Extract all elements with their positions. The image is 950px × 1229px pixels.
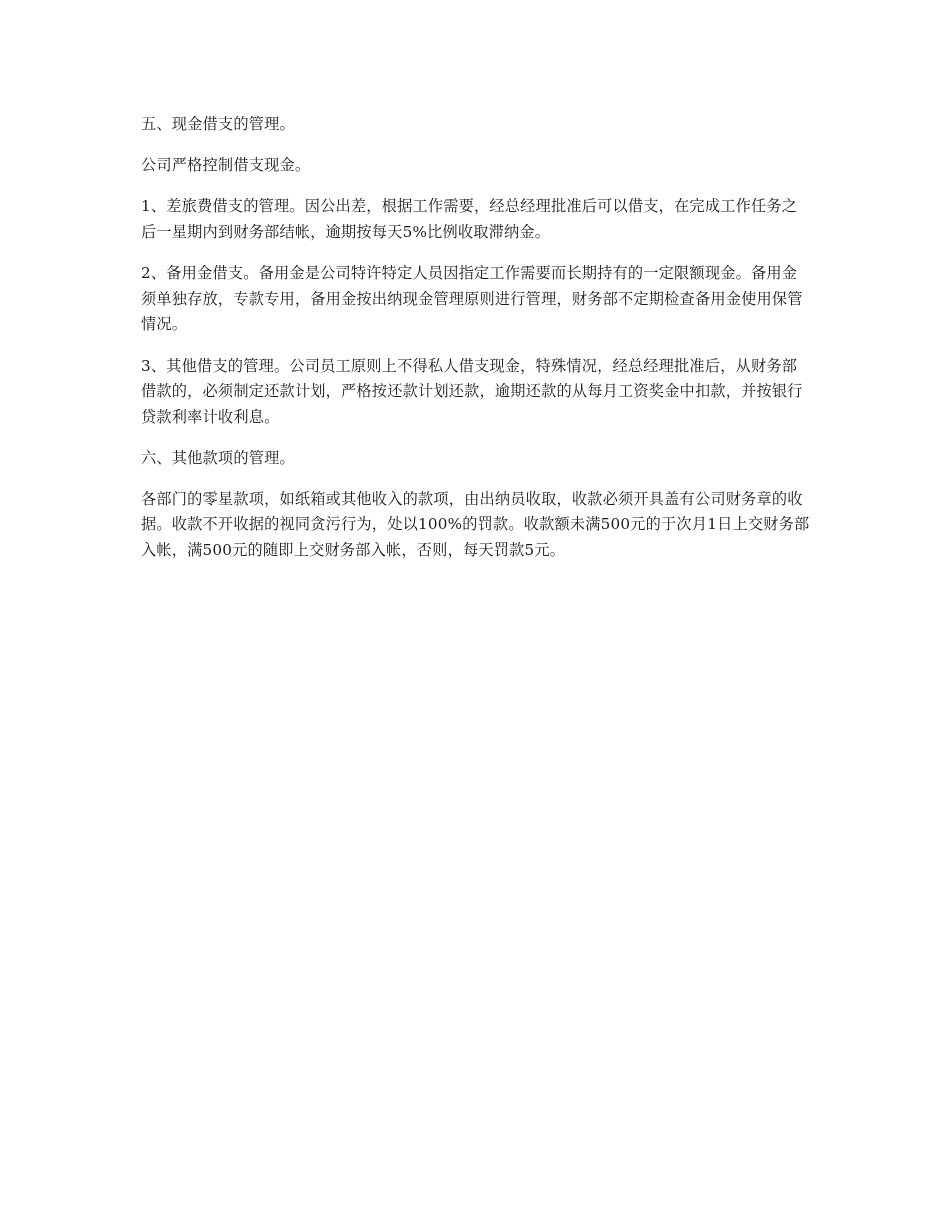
section-heading-other-funds: 六、其他款项的管理。 [141, 449, 295, 467]
document-body [141, 112, 811, 579]
paragraph-petty-cash: 2、备用金借支。备用金是公司特许特定人员因指定工作需要而长期持有的一定限额现金。备用金须单独存放，专款专用，备用金按出纳现金管理原则进行管理，财务部不定期检查备用金使用保管情况。 [141, 264, 803, 333]
paragraph-misc-receipts: 各部门的零星款项，如纸箱或其他收入的款项，由出纳员收取，收款必须开具盖有公司财务章的收据。收款不开收据的视同贪污行为，处以100%的罚款。收款额未满500元的于次月1日上交财务部入帐，满500元的随即上交财务部入帐，否则，每天罚款5元。 [141, 489, 810, 559]
paragraph-travel-loans: 1、差旅费借支的管理。因公出差，根据工作需要，经总经理批准后可以借支，在完成工作任务之后一星期内到财务部结帐，逾期按每天5%比例收取滞纳金。 [141, 197, 798, 241]
paragraph-cash-control: 公司严格控制借支现金。 [141, 155, 311, 174]
section-heading-cash-loans: 五、现金借支的管理。 [141, 115, 295, 133]
paragraph-other-loans: 3、其他借支的管理。公司员工原则上不得私人借支现金，特殊情况，经总经理批准后，从财务部借款的，必须制定还款计划，严格按还款计划还款，逾期还款的从每月工资奖金中扣款，并按银行贷款利率计收利息。 [141, 356, 803, 426]
